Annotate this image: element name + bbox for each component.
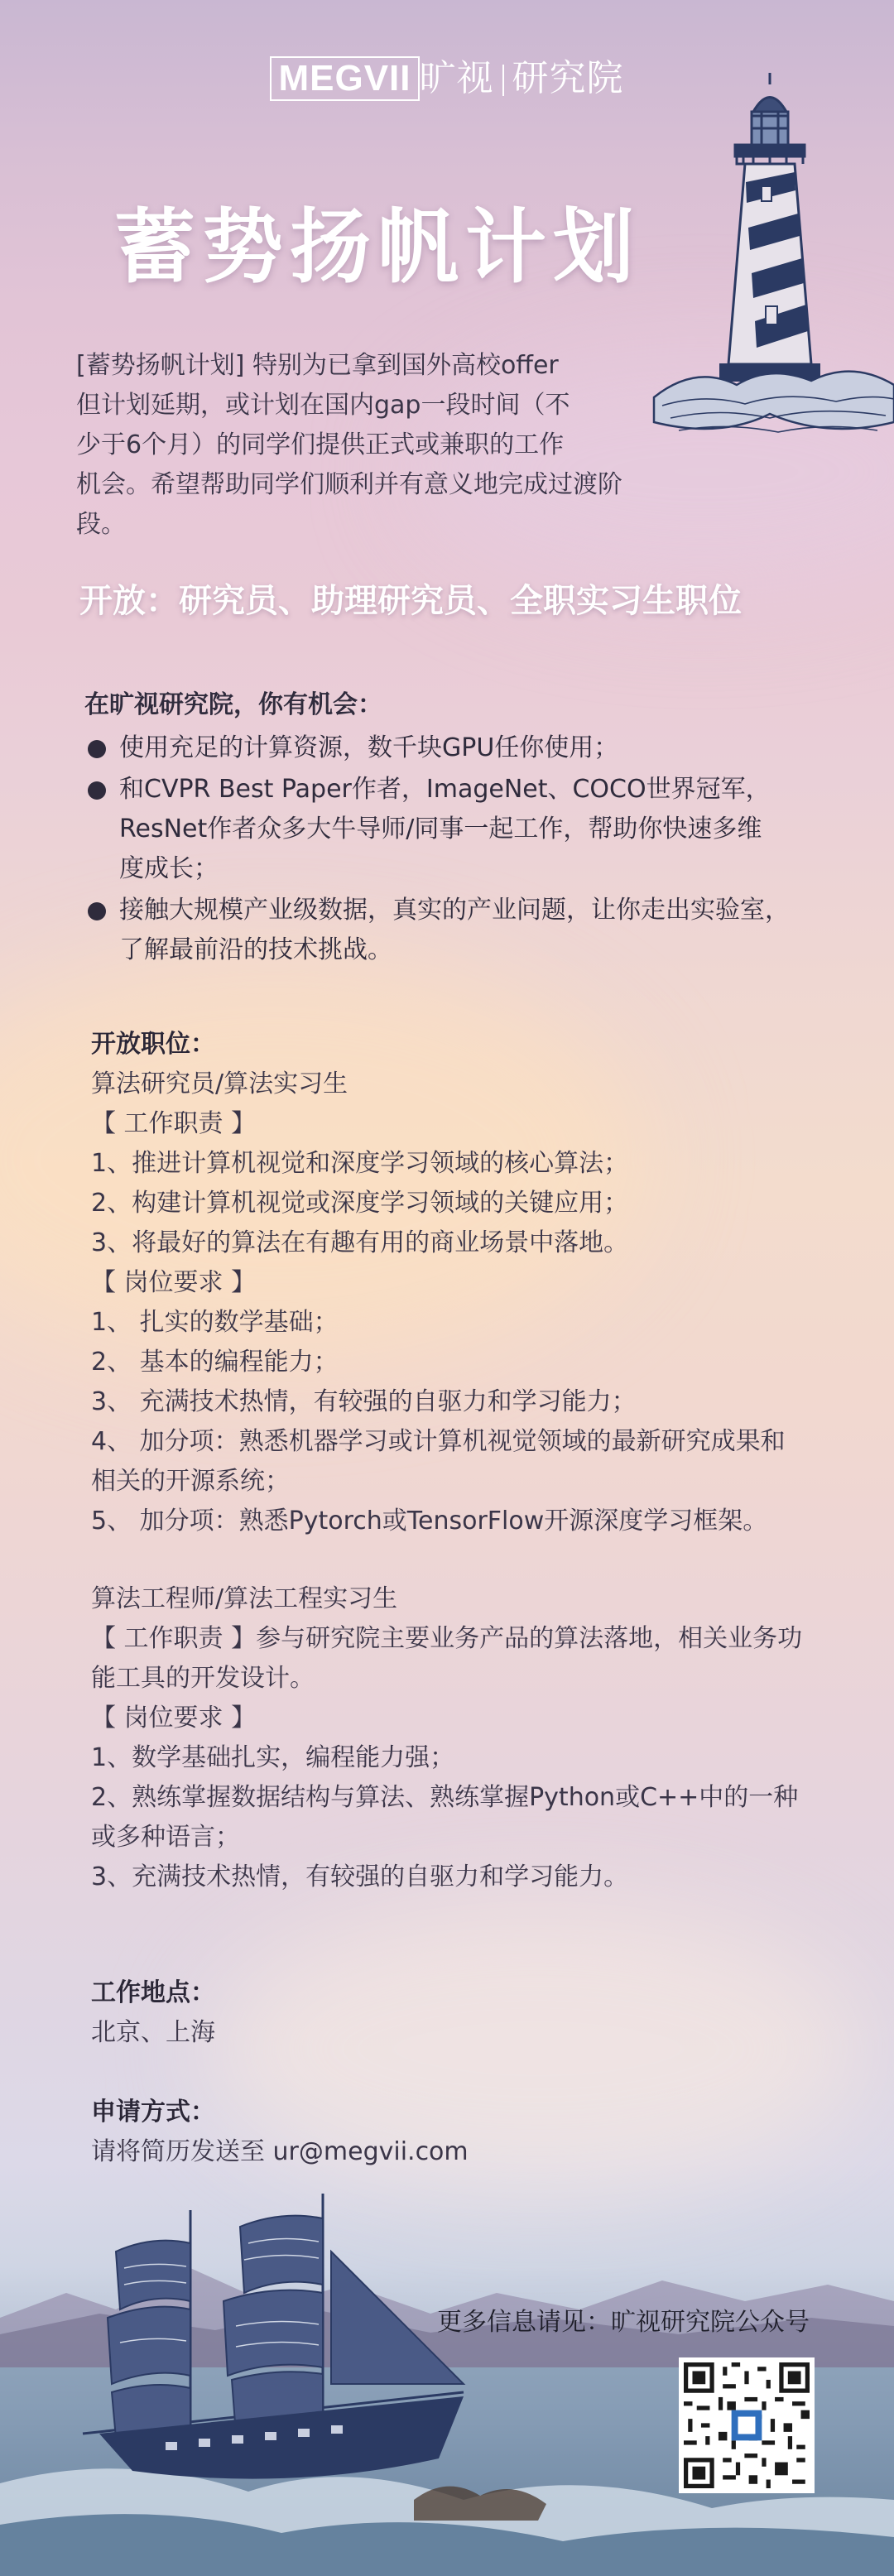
jobs-heading: 开放职位： [91, 1030, 215, 1059]
opportunities-section [84, 685, 846, 972]
opportunities-heading: 在旷视研究院，你有机会： [84, 690, 382, 719]
bullet-icon [88, 902, 106, 920]
list-item-text: 度成长； [119, 854, 219, 883]
requirement-line: 相关的开源系统； [91, 1467, 290, 1496]
list-item [84, 770, 846, 889]
duty-line: 【 工作职责 】参与研究院主要业务产品的算法落地，相关业务功 [91, 1624, 803, 1653]
location-label: 工作地点： [91, 1978, 215, 2007]
sailing-ship-illustration [74, 2185, 505, 2500]
duty-line: 2、构建计算机视觉或深度学习领域的关键应用； [91, 1189, 629, 1218]
requirement-line: 3、充满技术热情，有较强的自驱力和学习能力。 [91, 1862, 629, 1891]
logo-divider [502, 65, 504, 96]
requirement-line: 4、 加分项：熟悉机器学习或计算机视觉领域的最新研究成果和 [91, 1427, 786, 1456]
job-title: 算法研究员/算法实习生 [91, 1069, 348, 1098]
duty-label: 【 工作职责 】 [91, 1109, 257, 1138]
location-section [91, 1973, 215, 2053]
open-positions-heading: 开放：研究员、助理研究员、全职实习生职位 [79, 582, 742, 620]
list-item [84, 891, 846, 970]
qr-code-icon [684, 2362, 810, 2488]
list-item-text: 和CVPR Best Paper作者，ImageNet、COCO世界冠军， [119, 775, 771, 804]
requirement-line: 2、熟练掌握数据结构与算法、熟练掌握Python或C++中的一种 [91, 1783, 799, 1812]
apply-label: 申请方式： [91, 2098, 215, 2127]
logo-cn-brand: 旷视 [419, 58, 494, 99]
job-title: 算法工程师/算法工程实习生 [91, 1584, 398, 1613]
requirement-label: 【 岗位要求 】 [91, 1704, 257, 1733]
requirement-line: 或多种语言； [91, 1823, 240, 1852]
list-item [84, 728, 846, 768]
requirement-line: 1、数学基础扎实，编程能力强； [91, 1743, 455, 1772]
apply-section [91, 2093, 469, 2172]
list-item-text: 了解最前沿的技术挑战。 [119, 935, 392, 964]
intro-line: 少于6个月）的同学们提供正式或兼职的工作 [76, 430, 565, 459]
logo-brand: MEGVII [270, 56, 419, 101]
logo-institute: 研究院 [512, 58, 624, 99]
list-item-text: 使用充足的计算资源，数千块GPU任你使用； [119, 733, 619, 762]
intro-line: 但计划延期，或计划在国内gap一段时间（不 [76, 391, 570, 420]
lighthouse-illustration [646, 66, 894, 455]
list-item-text: 接触大规模产业级数据，真实的产业问题，让你走出实验室， [119, 896, 790, 925]
intro-paragraph [76, 346, 656, 545]
page-title: 蓄势扬帆计划 [114, 200, 642, 295]
duty-line: 3、将最好的算法在有趣有用的商业场景中落地。 [91, 1228, 629, 1257]
requirement-line: 3、 充满技术热情，有较强的自驱力和学习能力； [91, 1387, 637, 1416]
bullet-icon [88, 781, 106, 800]
apply-email[interactable]: 请将简历发送至 ur@megvii.com [91, 2137, 469, 2166]
requirement-line: 2、 基本的编程能力； [91, 1348, 339, 1377]
requirement-label: 【 岗位要求 】 [91, 1268, 257, 1297]
jobs-section [91, 1025, 844, 1897]
list-item-text: ResNet作者众多大牛导师/同事一起工作，帮助你快速多维 [119, 815, 762, 843]
bullet-icon [88, 740, 106, 758]
requirement-line: 1、 扎实的数学基础； [91, 1308, 339, 1337]
duty-line: 能工具的开发设计。 [91, 1664, 315, 1693]
duty-line: 1、推进计算机视觉和深度学习领域的核心算法； [91, 1149, 629, 1178]
requirement-line: 5、 加分项：熟悉Pytorch或TensorFlow开源深度学习框架。 [91, 1507, 768, 1536]
qr-code[interactable] [679, 2357, 815, 2493]
spacer [91, 1541, 844, 1579]
location-value: 北京、上海 [91, 2018, 215, 2047]
intro-line: [蓄势扬帆计划] 特别为已拿到国外高校offer [76, 351, 559, 380]
more-info-text: 更多信息请见：旷视研究院公众号 [437, 2308, 810, 2337]
intro-line: 机会。希望帮助同学们顺利并有意义地完成过渡阶段。 [76, 470, 622, 539]
